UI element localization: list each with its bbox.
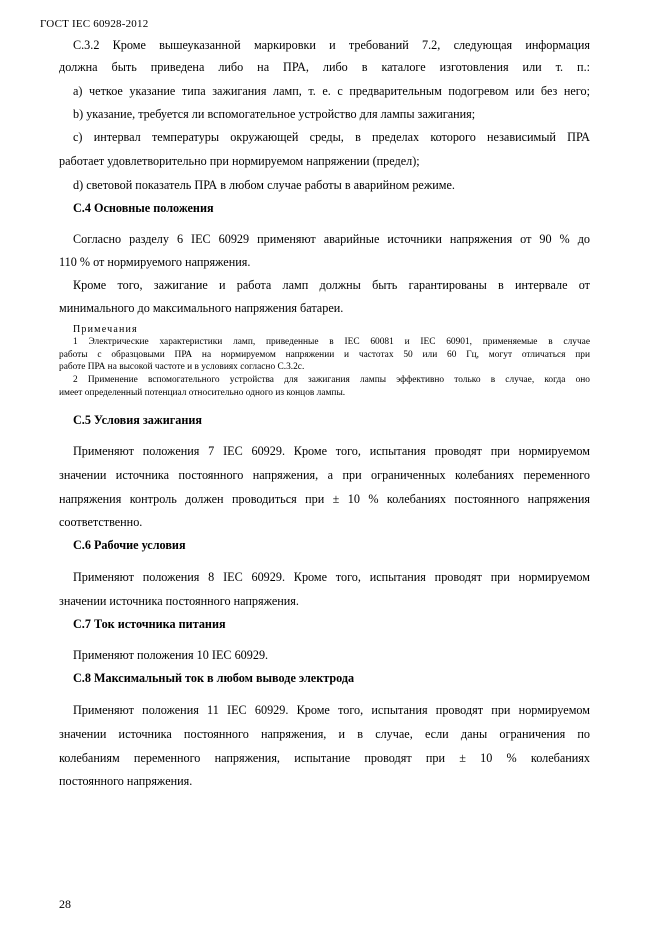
paragraph-line: напряжения контроль должен проводиться при ± 10 % колебаниях постоянного напряжения [59, 492, 590, 506]
paragraph-line: Применяют положения 7 IEC 60929. Кроме того, испытания проводят при нормируемом [73, 444, 590, 458]
paragraph-line: соответственно. [59, 515, 143, 529]
paragraph-line: Согласно разделу 6 IEC 60929 применяют аварийные источники напряжения от 90 % до [73, 232, 590, 246]
paragraph-line: значении источника постоянного напряжения. [59, 594, 299, 608]
section-heading-c8: С.8 Максимальный ток в любом выводе электрода [73, 671, 355, 685]
list-item-a: а) четкое указание типа зажигания ламп, т. е. с предварительным подогревом или без него; [73, 84, 590, 98]
note-line: 1 Электрические характеристики ламп, приведенные в IEC 60081 и IEC 60901, применяемые в случае [73, 337, 590, 347]
paragraph-line: работает удовлетворительно при нормируемом напряжении (предел); [59, 154, 420, 168]
paragraph-line: значении источника постоянного напряжения, и в случае, если даны ограничения по [59, 727, 590, 741]
paragraph-line: должна быть приведена либо на ПРА, либо в каталоге изготовления или т. п.: [59, 60, 590, 74]
paragraph-line: значении источника постоянного напряжения, а при ограниченных колебаниях переменного [59, 468, 590, 482]
paragraph-line: С.3.2 Кроме вышеуказанной маркировки и требований 7.2, следующая информация [73, 38, 590, 52]
paragraph-line: Кроме того, зажигание и работа ламп должны быть гарантированы в интервале от [73, 278, 590, 292]
list-item-b: b) указание, требуется ли вспомогательное устройство для лампы зажигания; [73, 107, 476, 121]
page-number: 28 [59, 897, 71, 911]
notes-title: Примечания [73, 324, 138, 335]
note-line: имеет определенный потенциал относительно одного из концов лампы. [59, 388, 346, 398]
note-line: работе ПРА на высокой частоте и в условиях согласно С.3.2с. [59, 362, 305, 372]
section-heading-c4: С.4 Основные положения [73, 201, 214, 215]
paragraph-line: колебаниям переменного напряжения, испытание проводят при ± 10 % колебаниях [59, 751, 590, 765]
paragraph-line: минимального до максимального напряжения батареи. [59, 301, 344, 315]
section-heading-c7: С.7 Ток источника питания [73, 617, 226, 631]
section-heading-c5: С.5 Условия зажигания [73, 413, 203, 427]
note-line: работы с образцовыми ПРА на нормируемом напряжении и частотах 50 или 60 Гц, могут отличаться при [59, 350, 590, 360]
list-item-d: d) световой показатель ПРА в любом случае работы в аварийном режиме. [73, 178, 455, 192]
paragraph-line: Применяют положения 8 IEC 60929. Кроме того, испытания проводят при нормируемом [73, 570, 590, 584]
section-heading-c6: С.6 Рабочие условия [73, 538, 186, 552]
document-header: ГОСТ IEC 60928-2012 [40, 18, 149, 30]
paragraph-line: Применяют положения 11 IEC 60929. Кроме того, испытания проводят при нормируемом [73, 703, 590, 717]
list-item-c: с) интервал температуры окружающей среды, в пределах которого независимый ПРА [73, 130, 590, 144]
paragraph-line: Применяют положения 10 IEC 60929. [73, 648, 269, 662]
note-line: 2 Применение вспомогательного устройства для зажигания лампы эффективно только в случае, когда оно [73, 375, 590, 385]
paragraph-line: постоянного напряжения. [59, 774, 193, 788]
paragraph-line: 110 % от нормируемого напряжения. [59, 255, 251, 269]
